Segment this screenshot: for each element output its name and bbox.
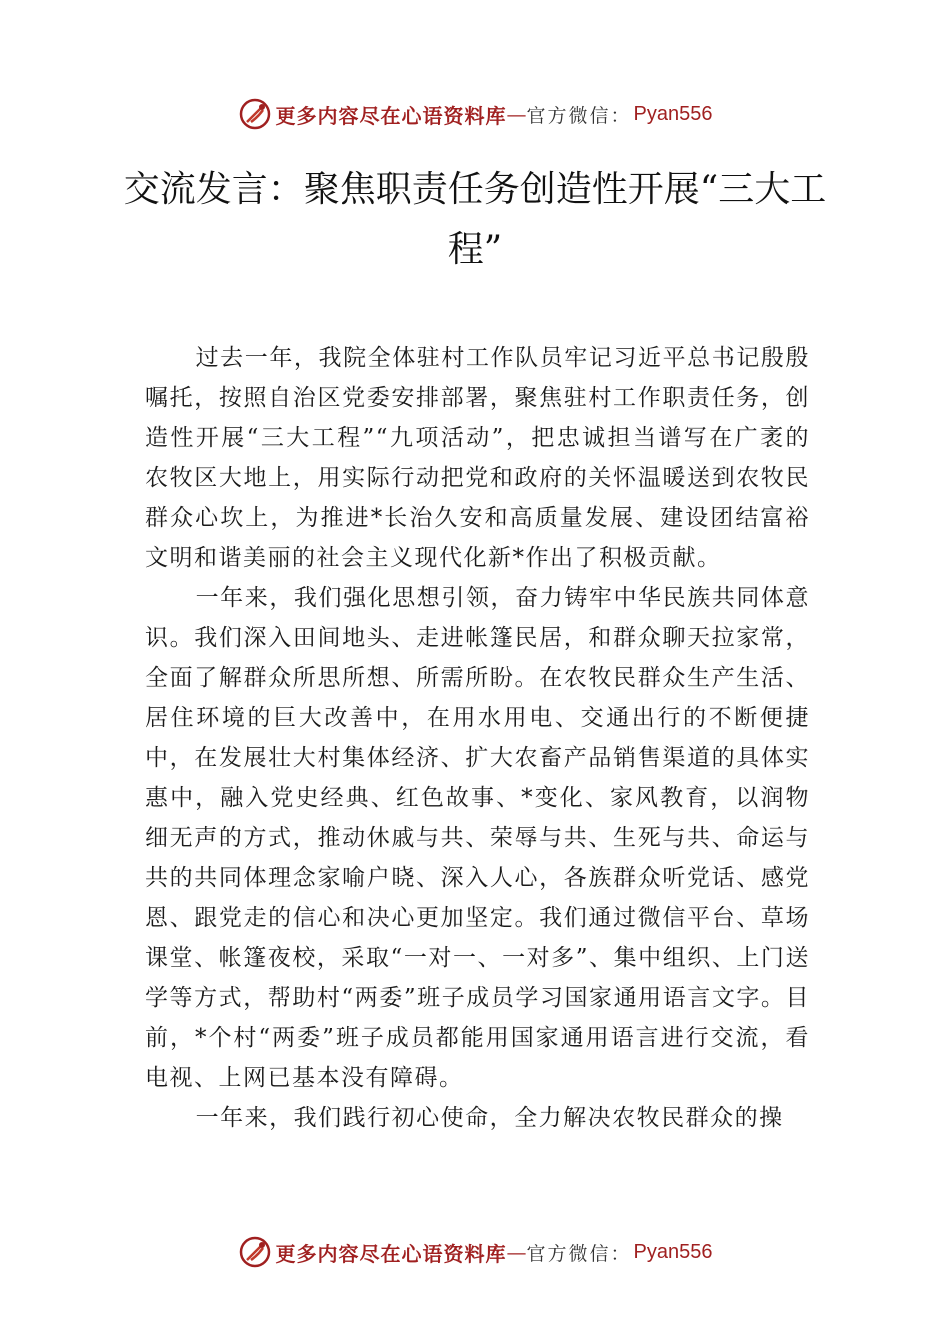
paragraph: 过去一年，我院全体驻村工作队员牢记习近平总书记殷殷嘱托，按照自治区党委安排部署，聚焦驻村工作职责任务，创造性开展“三大工程”“九项活动”，把忠诚担当谱写在广袤的农牧区大地上，用实际行动把党和政府的关怀温暖送到农牧民群众心坎上，为推进*长治久安和高质量发展、建设团结富裕文明和谐美丽的社会主义现代化新*作出了积极贡献。 [145,345,810,571]
banner-brand: 更多内容尽在心语资料库 [275,103,507,128]
banner-wechat-label: 官方微信： [526,1242,632,1265]
banner-separator: — [506,102,527,126]
document-body [145,338,810,1138]
logo-icon [238,97,272,131]
banner-wechat-id: Pyan556 [633,1240,713,1263]
paragraph: 一年来，我们践行初心使命，全力解决农牧民群众的操 [195,1105,784,1131]
document-title: 交流发言：聚焦职责任务创造性开展“三大工程” [123,169,827,270]
banner-separator: — [506,1240,527,1264]
logo-icon [238,1235,272,1269]
banner-brand: 更多内容尽在心语资料库 [275,1241,507,1266]
banner-wechat-id: Pyan556 [633,102,713,125]
header-banner [0,94,950,134]
banner-wechat-label: 官方微信： [526,104,632,127]
footer-banner [0,1232,950,1272]
paragraph: 一年来，我们强化思想引领，奋力铸牢中华民族共同体意识。我们深入田间地头、走进帐篷民居，和群众聊天拉家常，全面了解群众所思所想、所需所盼。在农牧民群众生产生活、居住环境的巨大改善中，在用水用电、交通出行的不断便捷中，在发展壮大村集体经济、扩大农畜产品销售渠道的具体实惠中，融入党史经典、红色故事、*变化、家风教育，以润物细无声的方式，推动休戚与共、荣辱与共、生死与共、命运与共的共同体理念家喻户晓、深入人心，各族群众听党话、感党恩、跟党走的信心和决心更加坚定。我们通过微信平台、草场课堂、帐篷夜校，采取“一对一、一对多”、集中组织、上门送学等方式，帮助村“两委”班子成员学习国家通用语言文字。目前，*个村“两委”班子成员都能用国家通用语言进行交流，看电视、上网已基本没有障碍。 [145,585,810,1091]
